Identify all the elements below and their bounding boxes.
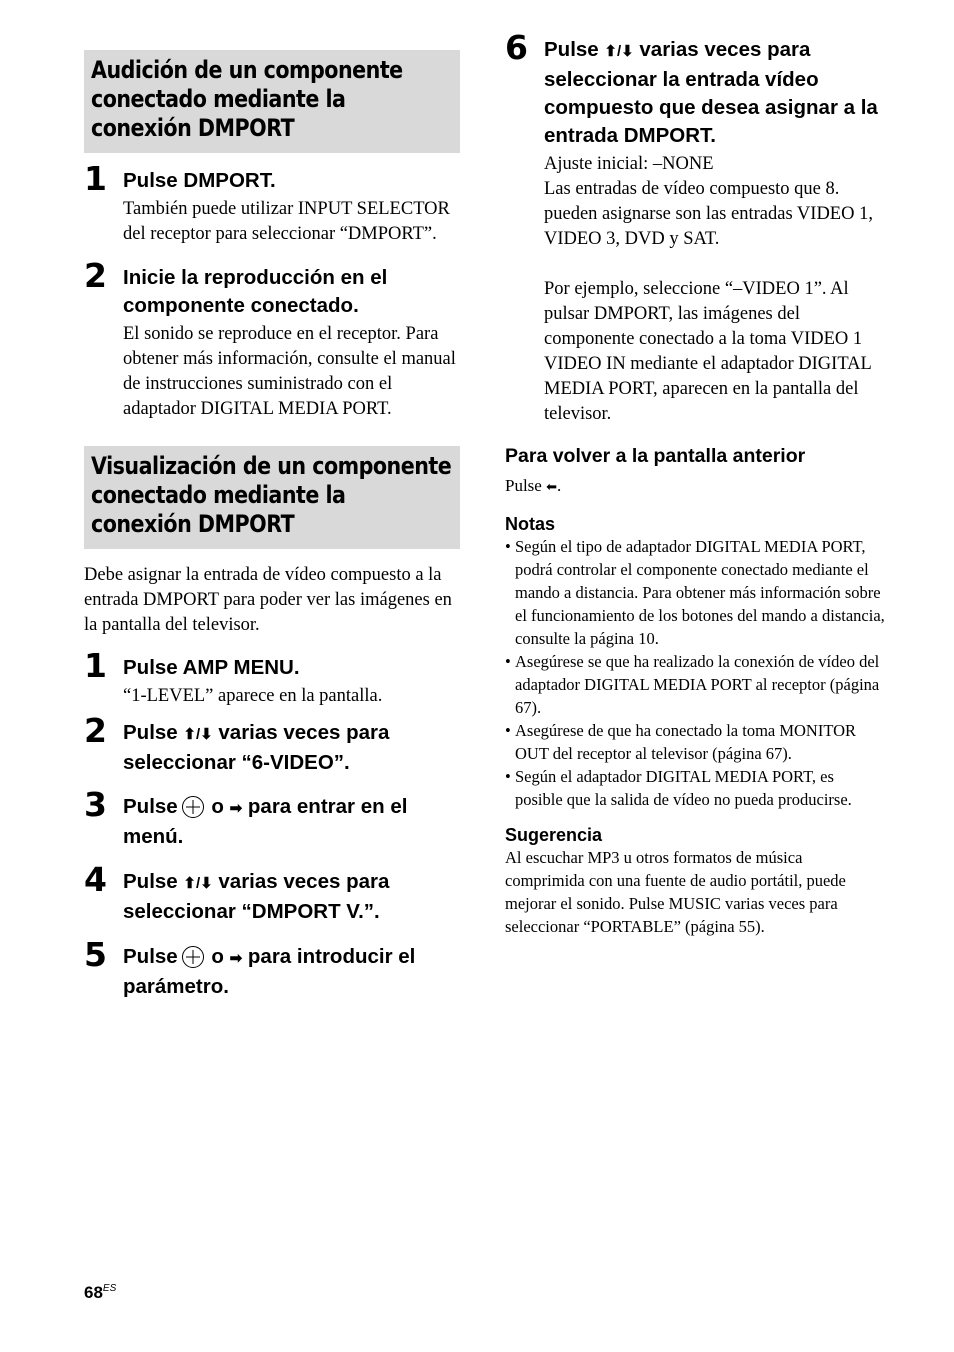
up-down-arrow-icon: ⬆/⬇ bbox=[604, 43, 634, 60]
step-title bbox=[123, 868, 460, 926]
step-text: Pulse bbox=[544, 38, 605, 61]
step-body-inputs: Las entradas de vídeo compuesto que 8. pueden asignarse son las entradas VIDEO 1, VIDEO 3, DVD y SAT. bbox=[544, 179, 873, 249]
note-item: • Según el tipo de adaptador DIGITAL MEDIA PORT, podrá controlar el componente conectado mediante el mando a distancia. Para obtener más información sobre el funcionamiento de los botones del mando a distancia, consulte la página 10. bbox=[505, 535, 885, 650]
step-5-introducir-parametro bbox=[84, 935, 460, 1001]
step-title bbox=[544, 36, 885, 150]
step-number: 3 bbox=[84, 785, 107, 824]
up-down-arrow-icon: ⬆/⬇ bbox=[183, 726, 213, 743]
tip-text: Al escuchar MP3 u otros formatos de música comprimida con una fuente de audio portátil, puede mejorar el sonido. Pulse MUSIC varias veces para seleccionar “PORTABLE” (página 55). bbox=[505, 848, 846, 936]
step-number: 1 bbox=[84, 646, 107, 685]
enter-jog-icon bbox=[182, 796, 204, 818]
section-heading-line: conexión DMPORT bbox=[91, 114, 295, 142]
step-title: Pulse AMP MENU. bbox=[123, 656, 300, 679]
step-body: También puede utilizar INPUT SELECTOR del receptor para seleccionar “DMPORT”. bbox=[123, 199, 450, 244]
step-title bbox=[123, 719, 460, 777]
section-heading-audicion bbox=[84, 50, 460, 153]
right-arrow-icon: ➡ bbox=[229, 950, 243, 967]
step-2-iniciar-reproduccion bbox=[84, 256, 460, 422]
tip-heading: Sugerencia bbox=[505, 825, 603, 845]
return-heading: Para volver a la pantalla anterior bbox=[505, 445, 806, 467]
step-body-initial-setting: Ajuste inicial: –NONE bbox=[544, 154, 714, 174]
step-title bbox=[123, 943, 460, 1001]
note-item: • Asegúrese se que ha realizado la conexión de vídeo del adaptador DIGITAL MEDIA PORT al receptor (página 67). bbox=[505, 650, 885, 719]
right-arrow-icon: ➡ bbox=[229, 800, 243, 817]
return-text-pre: Pulse bbox=[505, 476, 547, 495]
step-1-pulse-dmport bbox=[84, 159, 460, 247]
step-text: varias veces para seleccionar “6-VIDEO”. bbox=[123, 721, 390, 774]
return-text-post: . bbox=[557, 476, 562, 495]
notes-heading: Notas bbox=[505, 514, 556, 534]
step-body: “1-LEVEL” aparece en la pantalla. bbox=[123, 686, 383, 706]
section-heading-line: conectado mediante la bbox=[91, 481, 346, 509]
section-heading-line: conexión DMPORT bbox=[91, 510, 295, 538]
step-text: Pulse bbox=[123, 795, 178, 818]
step-title: Pulse DMPORT. bbox=[123, 169, 276, 192]
step-number: 6 bbox=[505, 28, 528, 67]
step-number: 1 bbox=[84, 159, 107, 198]
step-text: o bbox=[205, 945, 230, 968]
step-body-example: Por ejemplo, seleccione “–VIDEO 1”. Al pulsar DMPORT, las imágenes del componente conectado a la toma VIDEO 1 VIDEO IN mediante el adaptador DIGITAL MEDIA PORT, aparecen en la pantalla del televisor. bbox=[544, 279, 872, 424]
right-column bbox=[505, 28, 885, 938]
step-number: 4 bbox=[84, 860, 107, 899]
step-body: El sonido se reproduce en el receptor. Para obtener más información, consulte el manual de instrucciones suministrado con el adaptador DIGITAL MEDIA PORT. bbox=[123, 324, 456, 419]
step-1-amp-menu bbox=[84, 646, 460, 709]
enter-jog-icon bbox=[182, 946, 204, 968]
page-number bbox=[84, 1283, 116, 1303]
step-4-seleccionar-dmport bbox=[84, 860, 460, 926]
step-text: o bbox=[205, 795, 230, 818]
section-heading-line: conectado mediante la bbox=[91, 85, 346, 113]
section-heading-visualizacion bbox=[84, 446, 460, 549]
back-arrow-icon: ⬅ bbox=[546, 479, 557, 494]
step-number: 2 bbox=[84, 711, 107, 750]
section-heading-line: Visualización de un componente bbox=[91, 452, 452, 480]
left-column bbox=[84, 50, 460, 1001]
step-text: varias veces para seleccionar “DMPORT V.”. bbox=[123, 870, 390, 923]
step-text: para entrar en el menú. bbox=[123, 795, 408, 848]
return-text bbox=[505, 474, 885, 498]
page-number-value: 68 bbox=[84, 1283, 103, 1302]
step-number: 5 bbox=[84, 935, 107, 974]
step-title bbox=[123, 793, 460, 851]
step-text: Pulse bbox=[123, 870, 184, 893]
step-text: para introducir el parámetro. bbox=[123, 945, 416, 998]
note-item: • Según el adaptador DIGITAL MEDIA PORT, es posible que la salida de vídeo no pueda producirse. bbox=[505, 765, 885, 811]
notes-list bbox=[505, 535, 885, 811]
step-text: varias veces para seleccionar la entrada vídeo compuesto que desea asignar a la entrada DMPORT. bbox=[544, 38, 878, 147]
step-number: 2 bbox=[84, 256, 107, 295]
section-intro: Debe asignar la entrada de vídeo compuesto a la entrada DMPORT para poder ver las imágenes en la pantalla del televisor. bbox=[84, 565, 452, 635]
note-item: • Asegúrese de que ha conectado la toma MONITOR OUT del receptor al televisor (página 67). bbox=[505, 719, 885, 765]
page-language: ES bbox=[102, 1283, 117, 1294]
step-text: Pulse bbox=[123, 721, 184, 744]
step-text: Pulse bbox=[123, 945, 178, 968]
step-3-entrar-menu bbox=[84, 785, 460, 851]
step-6-asignar-entrada bbox=[505, 28, 885, 427]
step-title: Inicie la reproducción en el componente conectado. bbox=[123, 266, 388, 317]
section-heading-line: Audición de un componente bbox=[91, 56, 403, 84]
up-down-arrow-icon: ⬆/⬇ bbox=[183, 875, 213, 892]
step-2-seleccionar-video bbox=[84, 711, 460, 777]
